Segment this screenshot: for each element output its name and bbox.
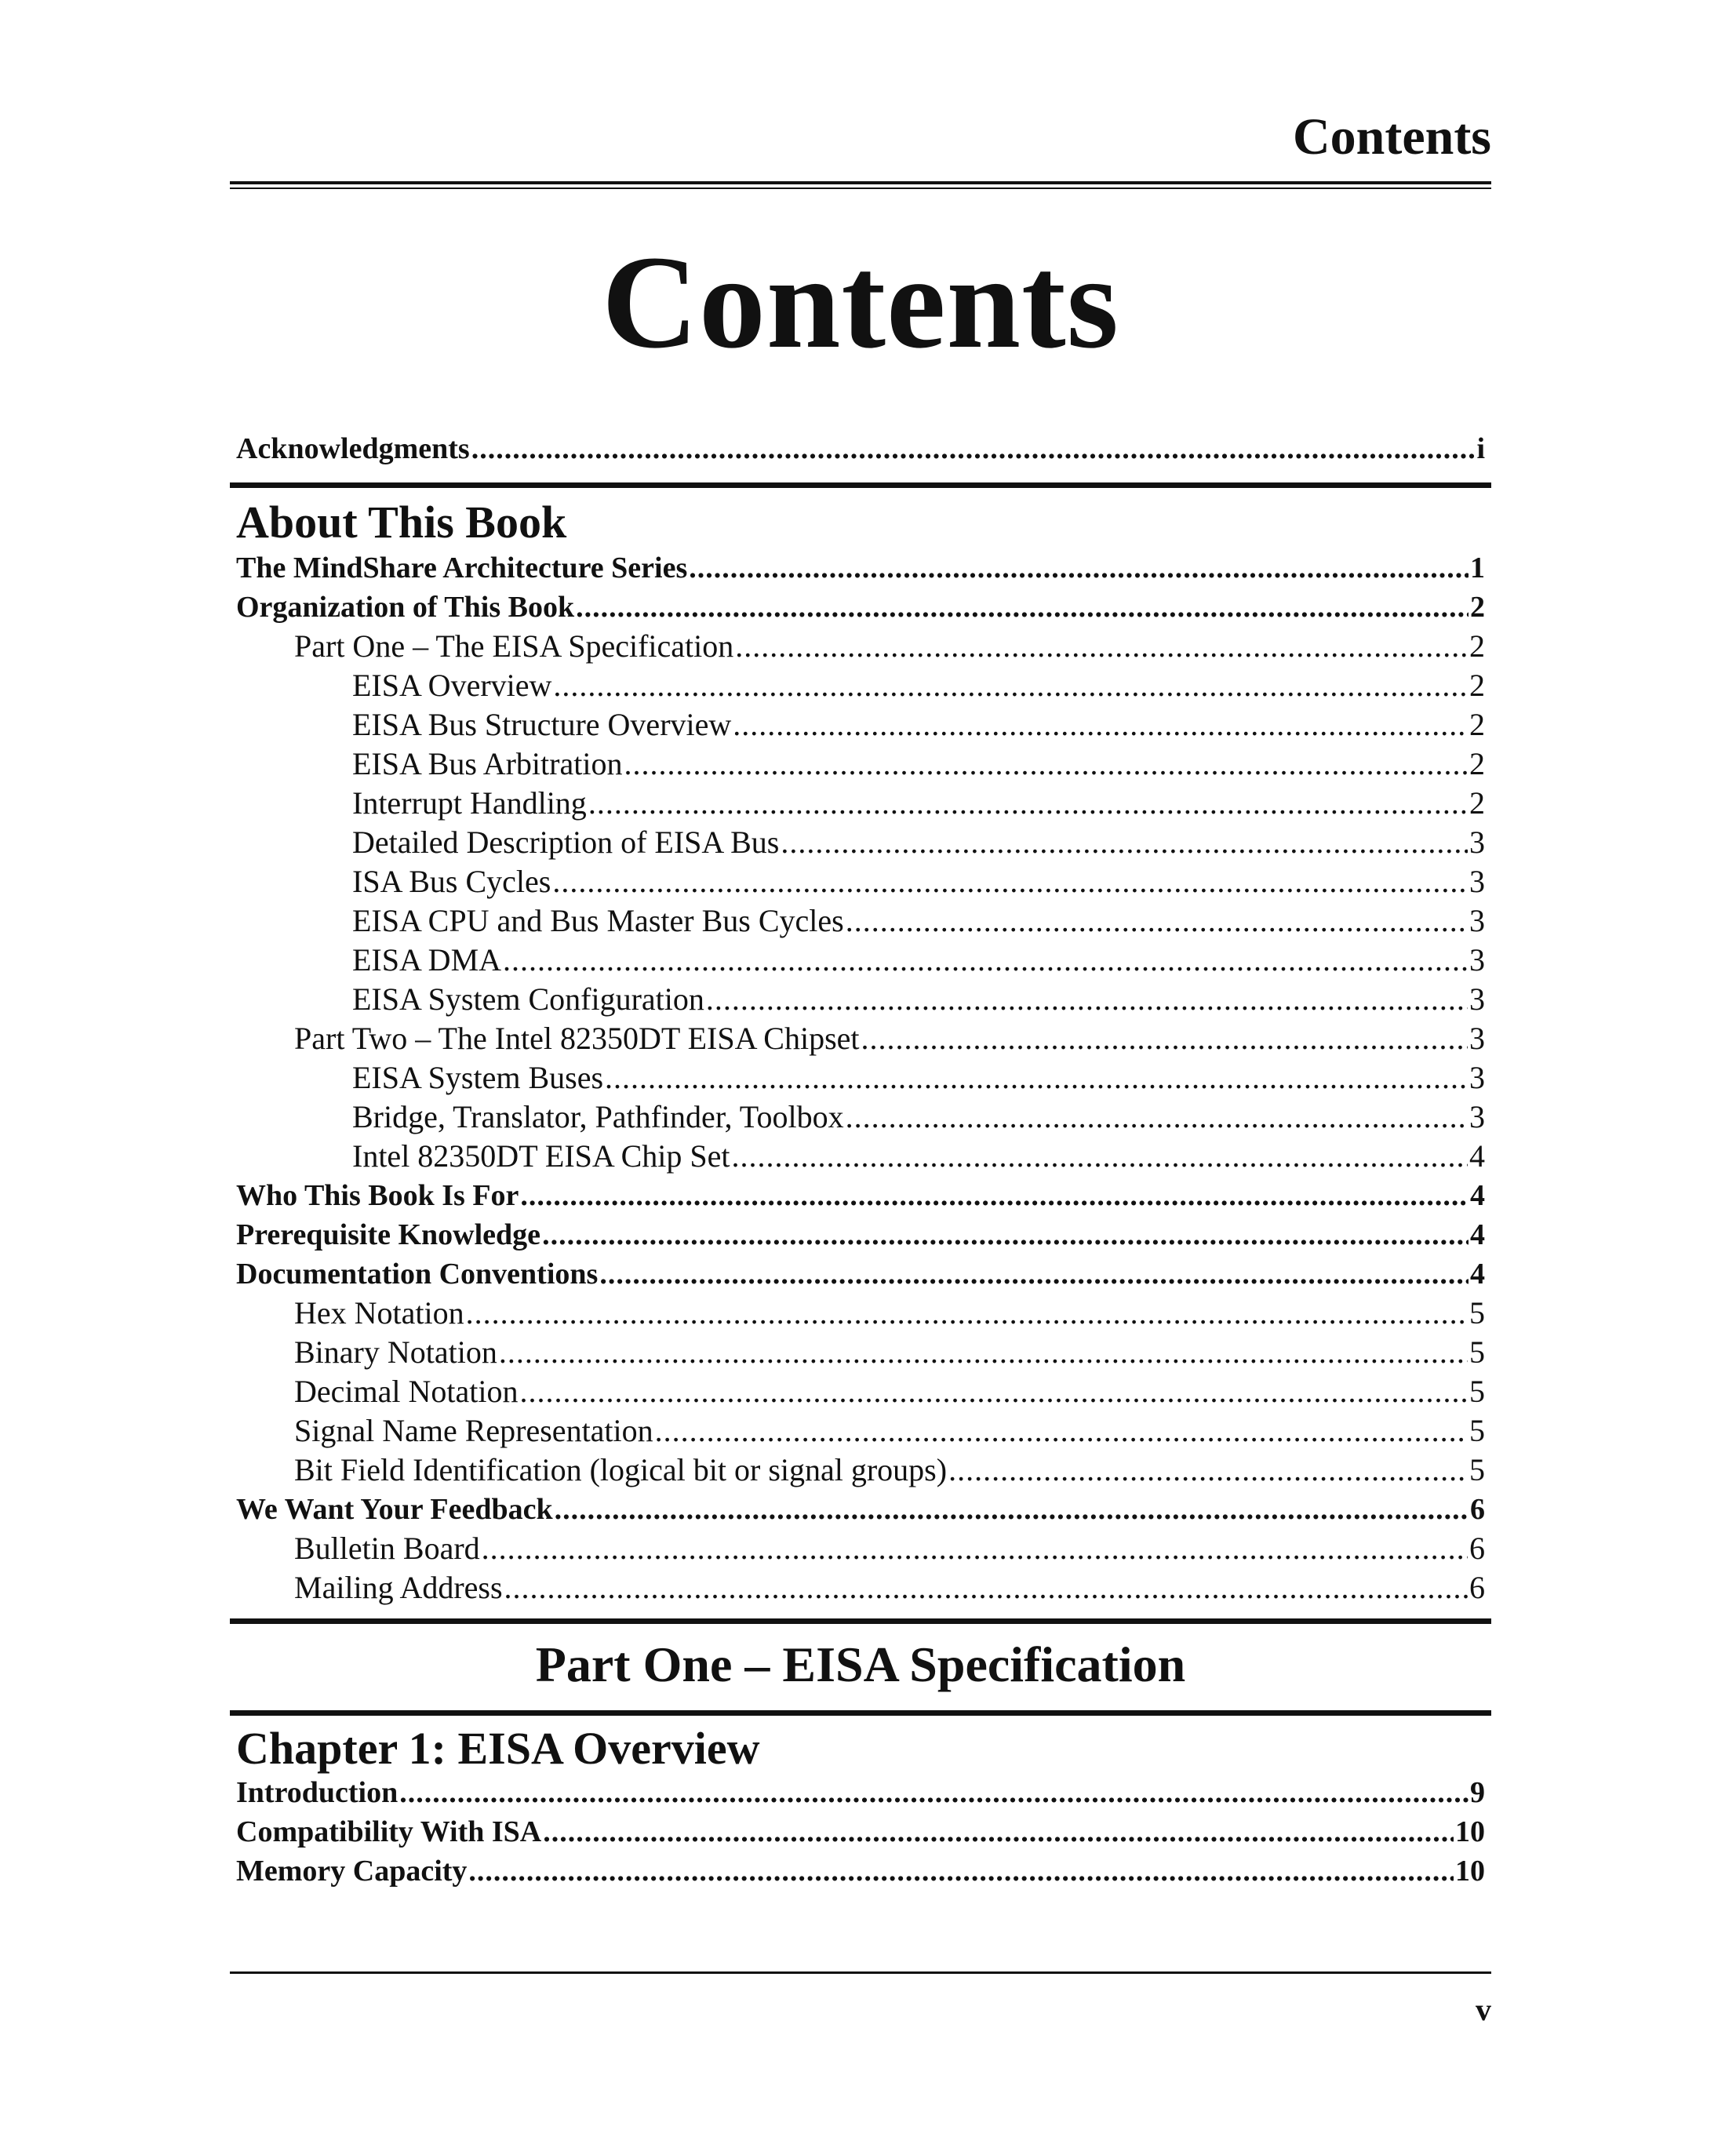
toc-leader-dots — [503, 941, 1468, 980]
toc-entry-page: 6 — [1470, 1493, 1485, 1526]
toc-entry-page: 2 — [1469, 746, 1485, 781]
page-title: Contents — [602, 228, 1119, 376]
toc-entry[interactable] — [236, 588, 1485, 627]
toc-entry[interactable] — [236, 627, 1485, 666]
toc-entry-label: The MindShare Architecture Series — [236, 552, 688, 584]
toc-leader-dots — [555, 1490, 1469, 1529]
toc-entry-label: Bit Field Identification (logical bit or signal groups) — [294, 1452, 948, 1487]
toc-leader-dots — [552, 862, 1468, 901]
toc-entry[interactable] — [236, 823, 1485, 862]
toc-entry-label: EISA System Buses — [352, 1060, 604, 1095]
toc-leader-dots — [624, 745, 1468, 784]
toc-entry[interactable] — [236, 705, 1485, 745]
toc-entry-label: ISA Bus Cycles — [352, 864, 551, 899]
toc-entry[interactable] — [236, 1490, 1485, 1529]
document-page — [230, 0, 1491, 2148]
toc-entry-page: 4 — [1470, 1218, 1485, 1251]
toc-leader-dots — [605, 1058, 1468, 1098]
toc-entry-page: 5 — [1469, 1413, 1485, 1448]
toc-entry[interactable] — [236, 784, 1485, 823]
toc-chapter-1 — [236, 1773, 1485, 1891]
toc-leader-dots — [781, 823, 1468, 862]
toc-entry-label: EISA CPU and Bus Master Bus Cycles — [352, 903, 844, 938]
toc-entry-page: 3 — [1469, 1099, 1485, 1134]
toc-entry[interactable] — [236, 1851, 1485, 1891]
toc-entry[interactable] — [236, 1529, 1485, 1568]
toc-entry-label: Introduction — [236, 1776, 399, 1809]
toc-entry-page: 4 — [1469, 1138, 1485, 1174]
section-rule — [230, 1710, 1491, 1716]
toc-entry-label: Bulletin Board — [294, 1531, 480, 1566]
toc-entry-label: Signal Name Representation — [294, 1413, 653, 1448]
toc-entry-label: Who This Book Is For — [236, 1179, 519, 1212]
toc-entry[interactable] — [236, 1333, 1485, 1372]
chapter-heading: Chapter 1: EISA Overview — [236, 1723, 760, 1774]
toc-entry-label: Prerequisite Knowledge — [236, 1218, 541, 1251]
toc-entry-label: Interrupt Handling — [352, 785, 587, 821]
toc-entry[interactable] — [236, 941, 1485, 980]
toc-leader-dots — [599, 1254, 1469, 1294]
toc-entry[interactable] — [236, 1254, 1485, 1294]
toc-entry-page: 3 — [1469, 1021, 1485, 1056]
toc-entry-page: 1 — [1470, 552, 1485, 584]
toc-entry-label: Memory Capacity — [236, 1855, 468, 1888]
toc-entry-page: 3 — [1469, 825, 1485, 860]
toc-leader-dots — [846, 1098, 1468, 1137]
part-heading: Part One – EISA Specification — [535, 1636, 1186, 1692]
toc-entry[interactable] — [236, 666, 1485, 705]
toc-leader-dots — [519, 1372, 1468, 1411]
toc-entry-page: 10 — [1455, 1815, 1485, 1848]
toc-entry-label: Part Two – The Intel 82350DT EISA Chipset — [294, 1021, 860, 1056]
toc-entry-label: EISA DMA — [352, 942, 502, 978]
toc-entry-label: Organization of This Book — [236, 591, 575, 624]
toc-leader-dots — [735, 627, 1468, 666]
toc-entry-page: 3 — [1469, 981, 1485, 1017]
toc-entry-label: Bridge, Translator, Pathfinder, Toolbox — [352, 1099, 844, 1134]
toc-entry-label: Acknowledgments — [236, 432, 470, 465]
toc-leader-dots — [861, 1019, 1468, 1058]
toc-front-matter — [236, 429, 1485, 468]
toc-entry-page: 3 — [1469, 942, 1485, 978]
header-rule — [230, 181, 1491, 189]
toc-entry-page: 5 — [1469, 1452, 1485, 1487]
toc-entry-label: EISA Bus Structure Overview — [352, 707, 732, 742]
toc-entry-label: Part One – The EISA Specification — [294, 628, 734, 664]
toc-leader-dots — [520, 1176, 1469, 1215]
toc-entry-label: Binary Notation — [294, 1334, 497, 1370]
toc-entry-page: 2 — [1469, 668, 1485, 703]
toc-entry[interactable] — [236, 429, 1485, 468]
toc-entry-page: 2 — [1469, 628, 1485, 664]
toc-entry[interactable] — [236, 862, 1485, 901]
toc-entry[interactable] — [236, 1294, 1485, 1333]
toc-entry[interactable] — [236, 901, 1485, 941]
toc-entry[interactable] — [236, 980, 1485, 1019]
toc-leader-dots — [542, 1215, 1469, 1254]
toc-entry[interactable] — [236, 1773, 1485, 1812]
toc-leader-dots — [468, 1851, 1454, 1891]
toc-entry[interactable] — [236, 1568, 1485, 1607]
toc-leader-dots — [553, 666, 1468, 705]
toc-entry[interactable] — [236, 548, 1485, 588]
toc-leader-dots — [499, 1333, 1468, 1372]
toc-entry-page: 6 — [1469, 1531, 1485, 1566]
toc-entry-page: 5 — [1469, 1334, 1485, 1370]
toc-entry[interactable] — [236, 1058, 1485, 1098]
toc-entry-label: We Want Your Feedback — [236, 1493, 553, 1526]
toc-entry[interactable] — [236, 1215, 1485, 1254]
toc-entry-page: i — [1476, 432, 1485, 465]
toc-leader-dots — [689, 548, 1469, 588]
toc-leader-dots — [588, 784, 1468, 823]
toc-leader-dots — [846, 901, 1468, 941]
toc-about-this-book — [236, 548, 1485, 1607]
toc-entry-page: 3 — [1469, 903, 1485, 938]
toc-entry-label: Mailing Address — [294, 1570, 503, 1605]
toc-entry-label: Intel 82350DT EISA Chip Set — [352, 1138, 730, 1174]
toc-entry-page: 2 — [1470, 591, 1485, 624]
toc-leader-dots — [576, 588, 1469, 627]
toc-leader-dots — [948, 1451, 1468, 1490]
toc-entry[interactable] — [236, 1812, 1485, 1851]
page-number: v — [1476, 1992, 1491, 2027]
toc-entry-label: EISA Overview — [352, 668, 552, 703]
toc-entry-label: Detailed Description of EISA Bus — [352, 825, 780, 860]
running-header: Contents — [1292, 108, 1491, 166]
toc-leader-dots — [504, 1568, 1468, 1607]
toc-entry[interactable] — [236, 1137, 1485, 1176]
toc-entry[interactable] — [236, 745, 1485, 784]
toc-entry[interactable] — [236, 1372, 1485, 1411]
toc-leader-dots — [706, 980, 1468, 1019]
toc-entry-label: Compatibility With ISA — [236, 1815, 542, 1848]
toc-leader-dots — [471, 429, 1476, 468]
toc-entry[interactable] — [236, 1019, 1485, 1058]
toc-entry-page: 2 — [1469, 785, 1485, 821]
toc-entry-page: 10 — [1455, 1855, 1485, 1888]
toc-leader-dots — [731, 1137, 1468, 1176]
toc-entry-label: EISA System Configuration — [352, 981, 704, 1017]
section-rule — [230, 482, 1491, 488]
toc-entry-page: 2 — [1469, 707, 1485, 742]
toc-entry-page: 3 — [1469, 1060, 1485, 1095]
toc-entry-label: EISA Bus Arbitration — [352, 746, 623, 781]
toc-leader-dots — [733, 705, 1468, 745]
section-heading-about: About This Book — [236, 497, 567, 548]
toc-entry-page: 4 — [1470, 1258, 1485, 1291]
toc-leader-dots — [482, 1529, 1468, 1568]
toc-entry[interactable] — [236, 1176, 1485, 1215]
toc-entry-label: Documentation Conventions — [236, 1258, 599, 1291]
toc-entry[interactable] — [236, 1098, 1485, 1137]
toc-leader-dots — [399, 1773, 1469, 1812]
toc-entry[interactable] — [236, 1451, 1485, 1490]
toc-entry-page: 3 — [1469, 864, 1485, 899]
toc-entry-page: 6 — [1469, 1570, 1485, 1605]
footer-rule — [230, 1971, 1491, 1974]
toc-leader-dots — [466, 1294, 1468, 1333]
toc-entry-label: Decimal Notation — [294, 1374, 519, 1409]
toc-leader-dots — [655, 1411, 1468, 1451]
toc-entry-page: 5 — [1469, 1295, 1485, 1331]
toc-entry-page: 9 — [1470, 1776, 1485, 1809]
toc-leader-dots — [543, 1812, 1454, 1851]
toc-entry[interactable] — [236, 1411, 1485, 1451]
toc-entry-label: Hex Notation — [294, 1295, 464, 1331]
section-rule — [230, 1618, 1491, 1624]
toc-entry-page: 4 — [1470, 1179, 1485, 1212]
toc-entry-page: 5 — [1469, 1374, 1485, 1409]
